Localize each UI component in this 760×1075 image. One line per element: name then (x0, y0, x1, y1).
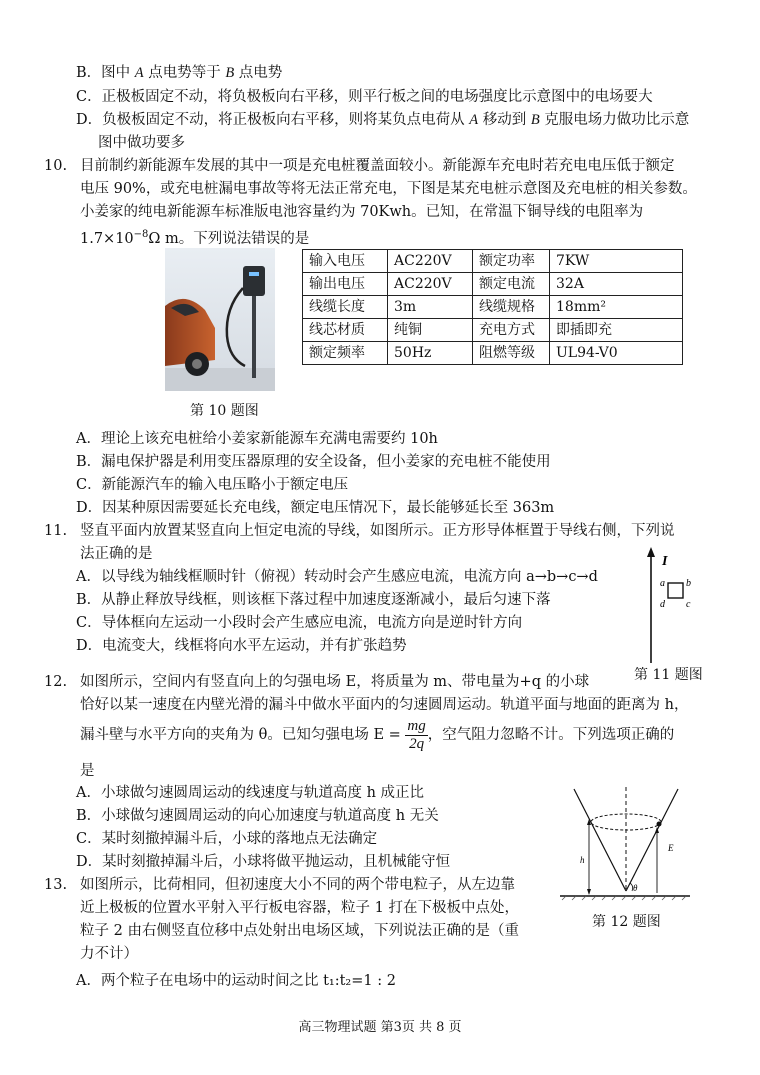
table-row: 线缆长度 3m 线缆规格 18mm² (303, 296, 683, 319)
q12-option-b: B．小球做匀速圆周运动的向心加速度与轨道高度 h 无关 (76, 808, 439, 824)
q11-stem-line-1: 竖直平面内放置某竖直向上恒定电流的导线，如图所示。正方形导体框置于导线右侧，下列说 (80, 523, 675, 539)
current-label: I (662, 554, 668, 569)
svg-text:d: d (660, 599, 665, 610)
svg-text:b: b (686, 578, 691, 589)
q11-option-c: C．导体框向左运动一小段时会产生感应电流，电流方向是逆时针方向 (76, 615, 523, 631)
q10-stem-line-3: 小姜家的纯电新能源车标准版电池容量约为 70Kwh。已知，在常温下铜导线的电阻率为 (80, 204, 644, 220)
q11-number: 11. (44, 523, 68, 539)
q11-option-d: D．电流变大，线框将向水平左运动，并有扩张趋势 (76, 638, 407, 654)
electric-field-fraction: $\frac{mg}{2q}$ (407, 717, 426, 752)
q13-stem-line-2: 近上极板的位置水平射入平行板电容器，粒子 1 打在下极板中点处， (80, 900, 519, 916)
table-row: 输出电压 AC220V 额定电流 32A (303, 273, 683, 296)
q12-stem-line-3: 漏斗壁与水平方向的夹角为 θ。已知匀强电场 E = $\frac{mg}{2q}$ ，空气阻力忽略不计。下列选项正确的 (80, 717, 675, 752)
q11-stem-line-2: 法正确的是 (80, 546, 153, 562)
q11-figure-caption: 第 11 题图 (634, 667, 703, 683)
q13-stem-line-3: 粒子 2 由右侧竖直位移中点处射出电场区域，下列说法正确的是（重 (80, 923, 519, 939)
q9-option-d-continued: 图中做功要多 (98, 135, 185, 151)
q9-option-c: C．正极板固定不动，将负极板向右平移，则平行板之间的电场强度比示意图中的电场要大 (76, 89, 653, 105)
page-footer: 高三物理试题 第3页 共 8 页 (298, 1020, 462, 1035)
q12-stem-line-1: 如图所示，空间内有竖直向上的匀强电场 E，将质量为 m、带电量为+q 的小球 (80, 674, 590, 690)
q10-stem-line-4: $1.7\times 10^{-8}\Omega$ m。下列说法错误的是 (80, 229, 310, 247)
q12-figure-caption: 第 12 题图 (592, 914, 661, 930)
q13-stem-line-1: 如图所示，比荷相同，但初速度大小不同的两个带电粒子，从左边靠 (80, 877, 515, 893)
q11-option-a: A．以导线为轴线框顺时针（俯视）转动时会产生感应电流，电流方向 a→b→c→d (76, 569, 598, 585)
q12-stem-line-2: 恰好以某一速度在内壁光滑的漏斗中做水平面内的匀速圆周运动。轨道平面与地面的距离为 h， (80, 697, 689, 713)
q10-option-c: C．新能源汽车的输入电压略小于额定电压 (76, 477, 349, 493)
q10-option-a: A．理论上该充电桩给小姜家新能源车充满电需要约 10h (76, 431, 438, 447)
charger-parameter-table (302, 249, 683, 365)
svg-text:h: h (580, 855, 585, 865)
svg-text:E: E (668, 843, 674, 853)
svg-text:c: c (686, 599, 691, 610)
q12-option-d: D．某时刻撤掉漏斗后，小球将做平抛运动，且机械能守恒 (76, 854, 451, 870)
q13-option-a: A．两个粒子在电场中的运动时间之比 t₁:t₂=1 : 2 (76, 973, 396, 989)
q13-number: 13. (44, 877, 68, 893)
q11-option-b: B．从静止释放导线框，则该框下落过程中加速度逐渐减小，最后匀速下落 (76, 592, 551, 608)
q12-number: 12. (44, 674, 68, 690)
square-loop (668, 583, 683, 598)
q10-figure-caption: 第 10 题图 (190, 403, 259, 419)
table-row: 额定频率 50Hz 阻燃等级 UL94-V0 (303, 342, 683, 365)
wire-and-loop-diagram (640, 545, 700, 665)
q13-stem-line-4: 力不计） (80, 946, 138, 962)
q10-option-b: B．漏电保护器是利用变压器原理的安全设备，但小姜家的充电桩不能使用 (76, 454, 551, 470)
svg-text:a: a (660, 578, 665, 589)
q10-option-d: D．因某种原因需要延长充电线，额定电压情况下，最长能够延长至 363m (76, 500, 555, 516)
table-row: 线芯材质 纯铜 充电方式 即插即充 (303, 319, 683, 342)
q10-stem-line-2: 电压 90%，或充电桩漏电事故等将无法正常充电，下图是某充电桩示意图及充电桩的相关参数。 (80, 181, 697, 197)
q12-option-c: C．某时刻撤掉漏斗后，小球的落地点无法确定 (76, 831, 378, 847)
q12-option-a: A．小球做匀速圆周运动的线速度与轨道高度 h 成正比 (76, 785, 425, 801)
q12-stem-line-4: 是 (80, 763, 95, 779)
charging-station-photo (165, 248, 275, 391)
q9-option-b: B．图中 A 点电势等于 B 点电势 (76, 65, 283, 81)
svg-text:θ: θ (633, 883, 638, 893)
q9-option-d: D．负极板固定不动，将正极板向右平移，则将某负点电荷从 A 移动到 B 克服电场力做功比示意 (76, 112, 690, 128)
q10-stem-line-1: 目前制约新能源车发展的其中一项是充电桩覆盖面较小。新能源车充电时若充电电压低于额定 (80, 158, 675, 174)
table-row: 输入电压 AC220V 额定功率 7KW (303, 250, 683, 273)
funnel-diagram (560, 783, 690, 901)
q10-number: 10. (44, 158, 68, 174)
